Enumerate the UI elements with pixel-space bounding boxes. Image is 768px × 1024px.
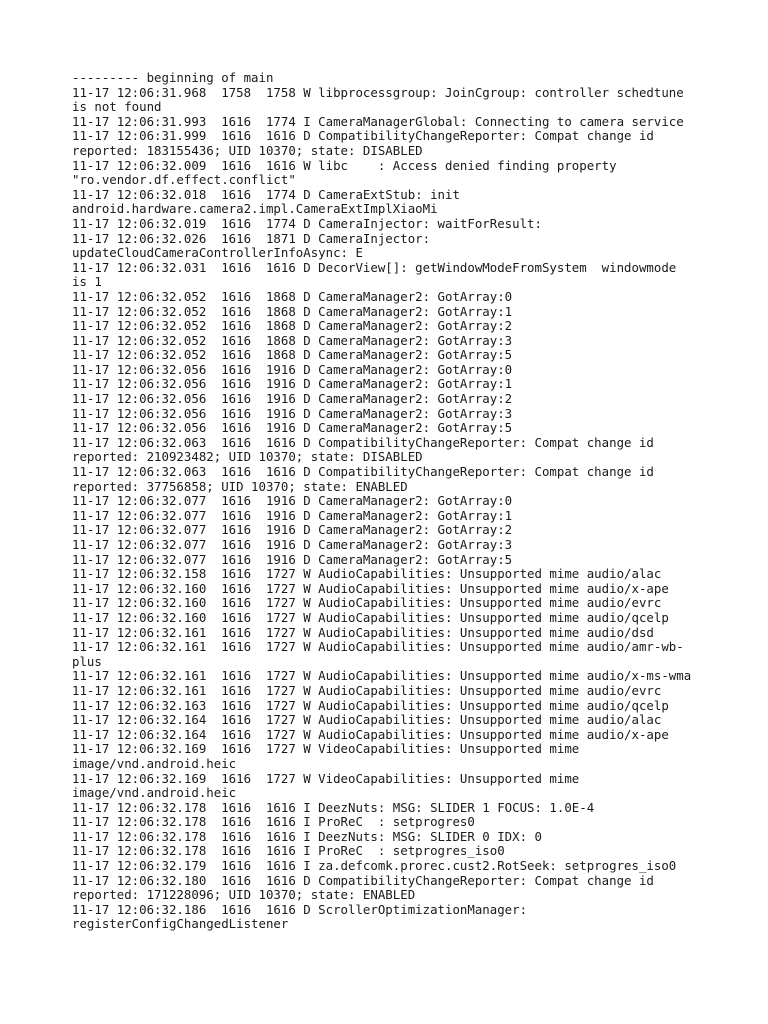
log-line: 11-17 12:06:32.169 1616 1727 W VideoCapabilities: Unsupported mime <box>72 771 580 786</box>
log-line: "ro.vendor.df.effect.conflict" <box>72 173 296 188</box>
log-line: 11-17 12:06:32.077 1616 1916 D CameraManager2: GotArray:2 <box>72 523 513 538</box>
log-line: 11-17 12:06:31.999 1616 1616 D CompatibilityChangeReporter: Compat change id <box>72 129 654 144</box>
log-line: 11-17 12:06:32.063 1616 1616 D CompatibilityChangeReporter: Compat change id <box>72 465 654 480</box>
log-line: 11-17 12:06:32.031 1616 1616 D DecorView[]: getWindowModeFromSystem windowmode <box>72 260 677 275</box>
log-line: 11-17 12:06:32.178 1616 1616 I ProReC : setprogres_iso0 <box>72 844 505 859</box>
log-line: 11-17 12:06:32.164 1616 1727 W AudioCapabilities: Unsupported mime audio/alac <box>72 713 662 728</box>
log-line: 11-17 12:06:32.180 1616 1616 D CompatibilityChangeReporter: Compat change id <box>72 873 654 888</box>
log-line: plus <box>72 654 102 669</box>
log-line: 11-17 12:06:32.019 1616 1774 D CameraInjector: waitForResult: <box>72 216 542 231</box>
log-line: 11-17 12:06:32.161 1616 1727 W AudioCapabilities: Unsupported mime audio/dsd <box>72 625 654 640</box>
log-line: 11-17 12:06:32.052 1616 1868 D CameraManager2: GotArray:2 <box>72 319 513 334</box>
log-line: 11-17 12:06:32.160 1616 1727 W AudioCapabilities: Unsupported mime audio/evrc <box>72 596 662 611</box>
log-line: 11-17 12:06:32.178 1616 1616 I DeezNuts: MSG: SLIDER 0 IDX: 0 <box>72 829 542 844</box>
logcat-output <box>72 71 702 932</box>
log-line: registerConfigChangedListener <box>72 917 289 932</box>
log-line: android.hardware.camera2.impl.CameraExtImplXiaoMi <box>72 202 438 217</box>
log-line: --------- beginning of main <box>72 71 274 85</box>
log-line: 11-17 12:06:32.018 1616 1774 D CameraExtStub: init <box>72 187 460 202</box>
log-line: 11-17 12:06:32.163 1616 1727 W AudioCapabilities: Unsupported mime audio/qcelp <box>72 698 669 713</box>
log-line: 11-17 12:06:32.077 1616 1916 D CameraManager2: GotArray:3 <box>72 538 513 552</box>
log-line: 11-17 12:06:32.160 1616 1727 W AudioCapabilities: Unsupported mime audio/qcelp <box>72 610 669 625</box>
log-line: 11-17 12:06:32.077 1616 1916 D CameraManager2: GotArray:5 <box>72 552 513 567</box>
log-line: 11-17 12:06:32.077 1616 1916 D CameraManager2: GotArray:0 <box>72 494 513 509</box>
log-line: 11-17 12:06:32.052 1616 1868 D CameraManager2: GotArray:0 <box>72 289 513 304</box>
log-line: 11-17 12:06:32.161 1616 1727 W AudioCapabilities: Unsupported mime audio/evrc <box>72 683 662 698</box>
log-line: reported: 37756858; UID 10370; state: ENABLED <box>72 479 408 494</box>
log-line: 11-17 12:06:32.056 1616 1916 D CameraManager2: GotArray:5 <box>72 421 513 436</box>
log-line: 11-17 12:06:32.052 1616 1868 D CameraManager2: GotArray:1 <box>72 304 513 319</box>
log-line: 11-17 12:06:32.169 1616 1727 W VideoCapabilities: Unsupported mime <box>72 742 580 757</box>
log-line: reported: 171228096; UID 10370; state: ENABLED <box>72 888 416 903</box>
log-line: 11-17 12:06:32.161 1616 1727 W AudioCapabilities: Unsupported mime audio/amr-wb- <box>72 640 684 655</box>
log-line: 11-17 12:06:32.009 1616 1616 W libc : Access denied finding property <box>72 158 617 173</box>
log-line: 11-17 12:06:31.968 1758 1758 W libprocessgroup: JoinCgroup: controller schedtune <box>72 85 684 100</box>
log-line: 11-17 12:06:32.063 1616 1616 D CompatibilityChangeReporter: Compat change id <box>72 435 654 450</box>
log-line: 11-17 12:06:32.164 1616 1727 W AudioCapabilities: Unsupported mime audio/x-ape <box>72 727 669 742</box>
log-line: 11-17 12:06:32.158 1616 1727 W AudioCapabilities: Unsupported mime audio/alac <box>72 567 662 582</box>
log-line: 11-17 12:06:32.178 1616 1616 I ProReC : setprogres0 <box>72 815 475 830</box>
log-line: is 1 <box>72 275 102 290</box>
log-line: is not found <box>72 100 162 115</box>
log-line: reported: 210923482; UID 10370; state: DISABLED <box>72 450 423 465</box>
log-line: image/vnd.android.heic <box>72 786 237 801</box>
log-line: updateCloudCameraControllerInfoAsync: E <box>72 246 363 261</box>
log-line: 11-17 12:06:32.052 1616 1868 D CameraManager2: GotArray:3 <box>72 333 513 348</box>
log-line: 11-17 12:06:32.026 1616 1871 D CameraInjector: <box>72 231 431 246</box>
log-line: 11-17 12:06:32.056 1616 1916 D CameraManager2: GotArray:2 <box>72 392 513 407</box>
log-line: 11-17 12:06:32.056 1616 1916 D CameraManager2: GotArray:1 <box>72 377 513 392</box>
log-line: 11-17 12:06:31.993 1616 1774 I CameraManagerGlobal: Connecting to camera service <box>72 114 684 129</box>
log-line: 11-17 12:06:32.056 1616 1916 D CameraManager2: GotArray:3 <box>72 406 513 421</box>
log-line: image/vnd.android.heic <box>72 756 237 771</box>
log-line: 11-17 12:06:32.179 1616 1616 I za.defcomk.prorec.cust2.RotSeek: setprogres_iso0 <box>72 859 677 874</box>
log-line: reported: 183155436; UID 10370; state: DISABLED <box>72 143 423 158</box>
log-line: 11-17 12:06:32.056 1616 1916 D CameraManager2: GotArray:0 <box>72 362 513 377</box>
log-line: 11-17 12:06:32.178 1616 1616 I DeezNuts: MSG: SLIDER 1 FOCUS: 1.0E-4 <box>72 800 595 815</box>
log-line: 11-17 12:06:32.077 1616 1916 D CameraManager2: GotArray:1 <box>72 508 513 523</box>
log-line: 11-17 12:06:32.052 1616 1868 D CameraManager2: GotArray:5 <box>72 348 513 363</box>
log-line: 11-17 12:06:32.160 1616 1727 W AudioCapabilities: Unsupported mime audio/x-ape <box>72 581 669 596</box>
log-line: 11-17 12:06:32.161 1616 1727 W AudioCapabilities: Unsupported mime audio/x-ms-wma <box>72 669 692 684</box>
log-line: 11-17 12:06:32.186 1616 1616 D ScrollerOptimizationManager: <box>72 902 528 917</box>
